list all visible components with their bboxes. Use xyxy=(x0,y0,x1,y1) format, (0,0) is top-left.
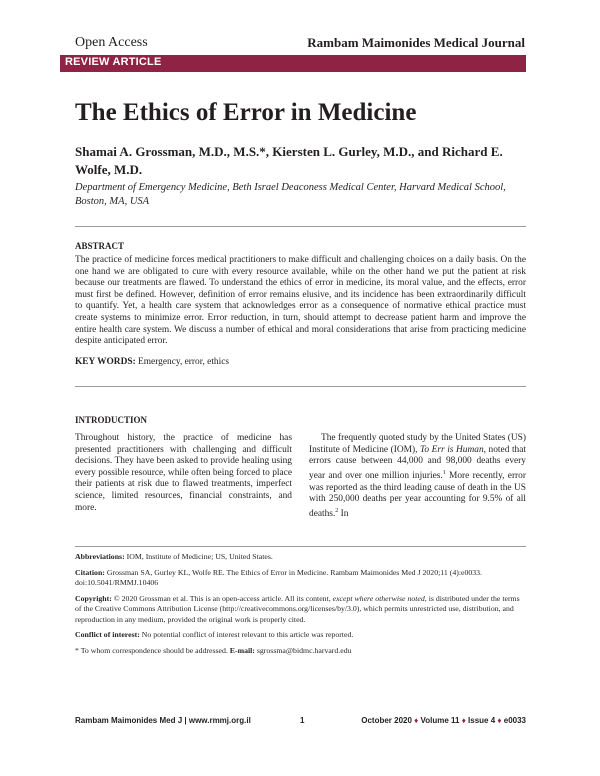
keywords-label: KEY WORDS: xyxy=(75,357,136,367)
abstract-bottom-divider xyxy=(75,386,526,387)
intro-right-text-4: In xyxy=(338,508,349,519)
intro-right-column xyxy=(309,433,526,520)
footer-journal xyxy=(75,716,251,725)
intro-right-text-1: The frequently quoted study by the United States (US) Institute of Medicine (IOM), xyxy=(309,433,526,455)
footer-issue-info xyxy=(361,716,526,725)
diamond-separator-icon: ♦ xyxy=(497,716,502,725)
footer-date: October 2020 xyxy=(361,716,412,725)
citation-note xyxy=(75,568,526,589)
diamond-separator-icon: ♦ xyxy=(461,716,466,725)
abstract-top-divider xyxy=(75,226,526,227)
copyright-text-1: © 2020 Grossman et al. This is an open-access article. All its content, xyxy=(111,593,333,603)
author-affiliation: Department of Emergency Medicine, Beth Israel Deaconess Medical Center, Harvard Medical School, Boston, MA, USA xyxy=(75,182,506,207)
article-title: The Ethics of Error in Medicine xyxy=(75,99,417,126)
footer-article-id: e0033 xyxy=(503,716,526,725)
copyright-label: Copyright: xyxy=(75,593,112,603)
reference-2[interactable]: 2 xyxy=(335,507,339,514)
conflict-text: No potential conflict of interest relevant to this article was reported. xyxy=(139,630,354,639)
running-header xyxy=(75,35,525,53)
report-title: To Err is Human xyxy=(420,444,484,455)
conflict-note xyxy=(75,630,526,641)
copyright-italic: except where otherwise noted xyxy=(332,593,425,603)
article-type-banner xyxy=(60,55,526,72)
open-access-label: Open Access xyxy=(75,35,148,50)
intro-right-text-2: , noted that errors cause between 44,000 and 98,000 deaths every year and over one million injuries. xyxy=(309,444,526,481)
keywords xyxy=(75,357,229,367)
introduction-heading: INTRODUCTION xyxy=(75,415,148,425)
copyright-text-2: , is distributed under the terms of the Creative Commons Attribution License (http://creativecommons.org/licenses/by/3.0), which permits unrestricted use, distribution, and reproduction in any medium, provided the original work is properly cited. xyxy=(75,593,520,624)
reference-1[interactable]: 1 xyxy=(442,469,446,476)
abbreviations-label: Abbreviations: xyxy=(75,552,125,561)
footer-separator: | xyxy=(184,716,187,725)
article-notes xyxy=(75,552,526,661)
citation-text: Grossman SA, Gurley KL, Wolfe RE. The Ethics of Error in Medicine. Rambam Maimonides Med J 2020;11 (4):e0033. doi:10.5041/RMMJ.10406 xyxy=(75,567,482,587)
page-footer xyxy=(75,716,526,728)
footer-journal-name: Rambam Maimonides Med J xyxy=(75,716,183,725)
abstract-text: The practice of medicine forces medical practitioners to make difficult and challenging choices on a daily basis. On the one hand we are obligated to cure with every resource available, while on the other hand we put the patient at risk because our treatments are flawed. To understand the ethics of error in medicine, its moral value, and the effects, error must first be defined. However, definition of error remains elusive, and its incidence has been extraordinarily difficult to quantify. Yet, a health care system that acknowledges error as a consequence of normative ethical practice must create systems to minimize error. Error reduction, in turn, should attempt to decrease patient harm and improve the entire health care system. We discuss a number of ethical and moral considerations that arise from practicing medicine despite anticipated error. xyxy=(75,255,526,347)
copyright-note xyxy=(75,594,526,626)
journal-name: Rambam Maimonides Medical Journal xyxy=(307,35,525,50)
footer-website-link[interactable]: www.rmmj.org.il xyxy=(188,716,251,725)
footer-issue: Issue 4 xyxy=(468,716,496,725)
intro-left-column: Throughout history, the practice of medicine has presented practitioners with challenging and difficult decisions. They have been asked to provide healing using every possible resource, while often being forced to place their patients at risk due to flawed treatments, imperfect science, limited resources, financial constraints, and more. xyxy=(75,433,292,513)
conflict-label: Conflict of interest: xyxy=(75,630,140,639)
abbreviations-note xyxy=(75,552,526,563)
footer-volume: Volume 11 xyxy=(420,716,460,725)
notes-divider xyxy=(75,546,526,547)
abstract-heading: ABSTRACT xyxy=(75,241,125,251)
citation-label: Citation: xyxy=(75,567,105,577)
keywords-value: Emergency, error, ethics xyxy=(138,357,230,367)
intro-right-text-3: More recently, error was reported as the third leading cause of death in the US with 250,000 deaths per year accounting for 9.5% of all deaths. xyxy=(309,470,526,519)
diamond-separator-icon: ♦ xyxy=(414,716,419,725)
correspondence-text: * To whom correspondence should be addressed. xyxy=(75,645,230,655)
page-number: 1 xyxy=(300,716,305,725)
author-list: Shamai A. Grossman, M.D., M.S.*, Kiersten L. Gurley, M.D., and Richard E. Wolfe, M.D. xyxy=(75,144,503,177)
email-label: E-mail: xyxy=(229,645,255,655)
email-address[interactable]: sgrossma@bidmc.harvard.edu xyxy=(254,645,352,655)
correspondence-note xyxy=(75,646,526,657)
abbreviations-text: IOM, Institute of Medicine; US, United States. xyxy=(124,552,273,561)
article-type-label: REVIEW ARTICLE xyxy=(65,56,162,68)
